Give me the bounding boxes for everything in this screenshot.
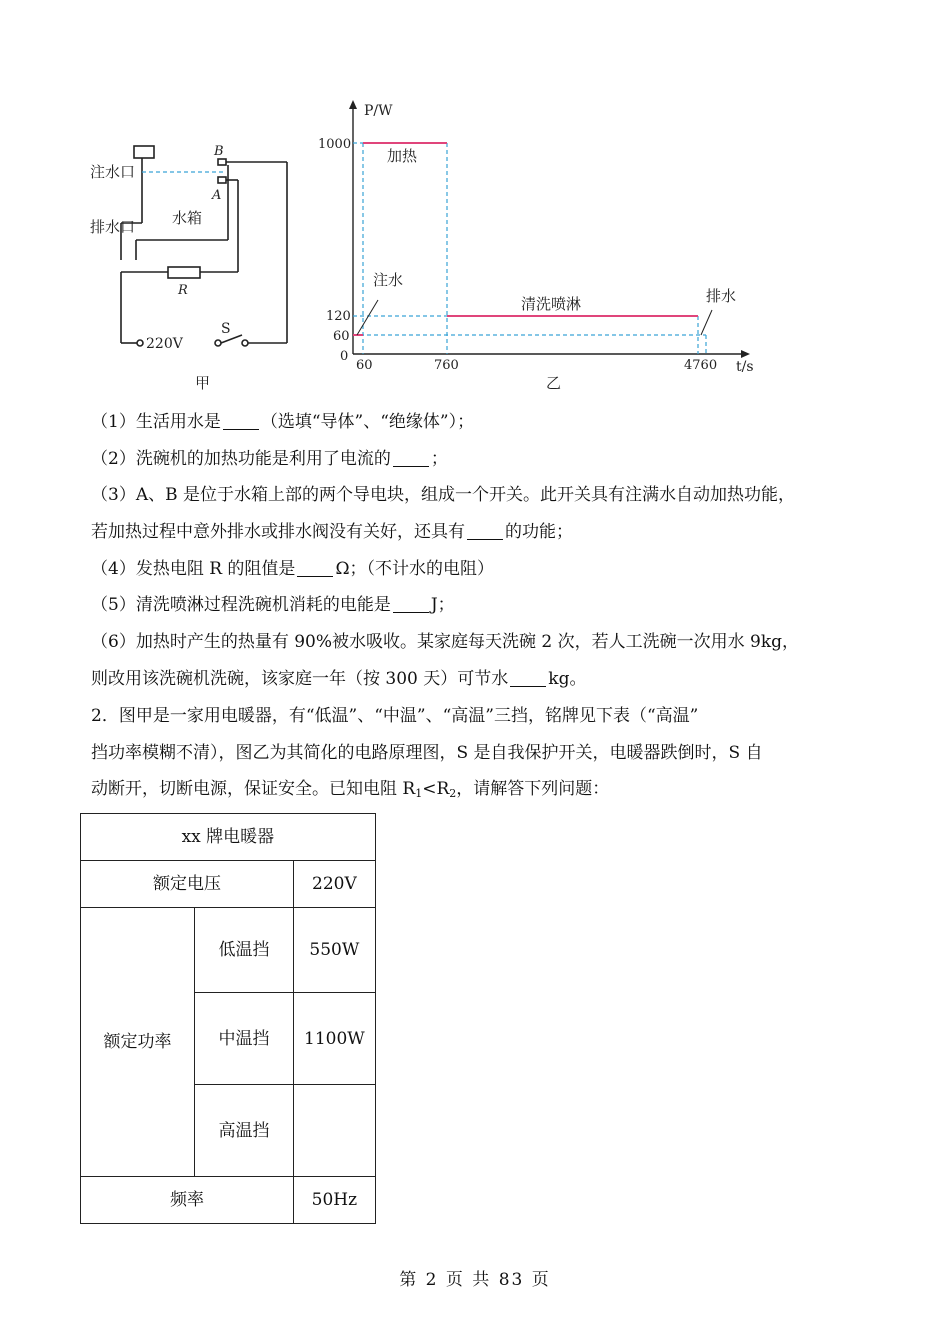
rated-power-label: 额定功率 — [81, 908, 195, 1177]
voltage-label: 220V — [146, 336, 183, 352]
circuit-diagram — [121, 146, 287, 346]
subscript: 2 — [449, 787, 457, 800]
rated-voltage-label: 额定电压 — [81, 861, 294, 908]
question-text: （选填“导体”、“绝缘体”）； — [260, 412, 475, 432]
frequency-value: 50Hz — [294, 1177, 376, 1224]
tank-label: 水箱 — [172, 209, 203, 227]
question-text: Ω；（不计水的电阻） — [335, 559, 495, 579]
question-text: 的功能； — [505, 522, 573, 542]
y-axis-arrow — [349, 100, 357, 109]
y-tick-60: 60 — [333, 329, 350, 344]
phase-drain-label: 排水 — [706, 287, 737, 305]
question-2 — [91, 447, 448, 471]
problem-2-line-3 — [91, 777, 609, 806]
question-text: （2）洗碗机的加热功能是利用了电流的 — [91, 449, 391, 469]
y-tick-120: 120 — [326, 309, 351, 324]
mid-level-label: 中温挡 — [195, 993, 294, 1085]
answer-blank — [393, 450, 429, 467]
question-6-line-2 — [91, 667, 586, 691]
question-3-line-1 — [91, 483, 795, 507]
power-time-graph — [318, 100, 754, 375]
question-text: （4）发热电阻 R 的阻值是 — [91, 559, 296, 579]
answer-blank — [467, 523, 503, 540]
fill-pointer — [357, 300, 378, 335]
answer-blank — [393, 596, 429, 613]
y-tick-1000: 1000 — [318, 137, 352, 152]
frequency-label: 频率 — [81, 1177, 294, 1224]
switch-label: S — [221, 321, 231, 337]
high-level-value — [294, 1085, 376, 1177]
table-title: xx 牌电暖器 — [81, 814, 376, 861]
question-text: J； — [430, 595, 455, 615]
answer-blank — [297, 560, 333, 577]
question-4 — [91, 557, 494, 581]
x-tick-4760: 4760 — [684, 358, 718, 373]
subscript: 1 — [415, 787, 423, 800]
answer-blank — [510, 670, 546, 687]
page-footer: 第 2 页 共 83 页 — [399, 1270, 551, 1290]
question-text: （1）生活用水是 — [91, 412, 221, 432]
question-3-line-2 — [91, 520, 573, 544]
graph-caption: 乙 — [546, 374, 562, 392]
y-axis-label: P/W — [364, 103, 393, 119]
high-level-label: 高温挡 — [195, 1085, 294, 1177]
problem-text: ，请解答下列问题： — [456, 779, 610, 799]
question-text: ； — [430, 449, 448, 469]
circuit-caption: 甲 — [195, 374, 211, 392]
guide-lines — [353, 143, 706, 354]
heater-spec-table — [80, 813, 376, 1224]
question-text: （3）A、B 是位于水箱上部的两个导电块，组成一个开关。此开关具有注满水自动加热功能， — [91, 485, 795, 505]
problem-text: 动断开，切断电源，保证安全。已知电阻 R — [91, 779, 416, 799]
x-tick-60: 60 — [356, 358, 373, 373]
phase-rinse-label: 清洗喷淋 — [521, 295, 582, 313]
low-level-value: 550W — [294, 908, 376, 993]
question-text: （5）清洗喷淋过程洗碗机消耗的电能是 — [91, 595, 391, 615]
problem-text: <R — [422, 779, 450, 799]
phase-fill-label: 注水 — [373, 271, 404, 289]
x-axis-arrow — [741, 350, 750, 358]
question-1 — [91, 410, 474, 434]
figure-svg — [80, 95, 780, 400]
problem-2-line-1: 2．图甲是一家用电暖器，有“低温”、“中温”、“高温”三挡，铭牌见下表（“高温” — [91, 706, 699, 726]
question-text: （6）加热时产生的热量有 90%被水吸收。某家庭每天洗碗 2 次，若人工洗碗一次用水 9kg， — [91, 632, 800, 652]
question-6-line-1 — [91, 630, 799, 654]
drain-pointer — [701, 310, 712, 335]
contact-b-label: B — [214, 144, 224, 159]
inlet-label: 注水口 — [90, 163, 136, 181]
figure-area — [80, 95, 780, 400]
question-text: 若加热过程中意外排水或排水阀没有关好，还具有 — [91, 522, 465, 542]
answer-blank — [223, 413, 259, 430]
question-text: kg。 — [548, 669, 587, 689]
mid-level-value: 1100W — [294, 993, 376, 1085]
question-5 — [91, 593, 455, 617]
low-level-label: 低温挡 — [195, 908, 294, 993]
y-tick-0: 0 — [340, 349, 349, 364]
resistor-label: R — [178, 283, 188, 298]
rated-voltage-value: 220V — [294, 861, 376, 908]
phase-heating-label: 加热 — [387, 147, 418, 165]
outlet-label: 排水口 — [90, 218, 136, 236]
problem-2-line-2: 挡功率模糊不清），图乙为其简化的电路原理图，S 是自我保护开关，电暖器跌倒时，S 自 — [91, 743, 763, 763]
x-tick-760: 760 — [434, 358, 459, 373]
x-axis-label: t/s — [736, 359, 754, 375]
question-text: 则改用该洗碗机洗碗，该家庭一年（按 300 天）可节水 — [91, 669, 509, 689]
contact-a-label: A — [212, 188, 222, 203]
